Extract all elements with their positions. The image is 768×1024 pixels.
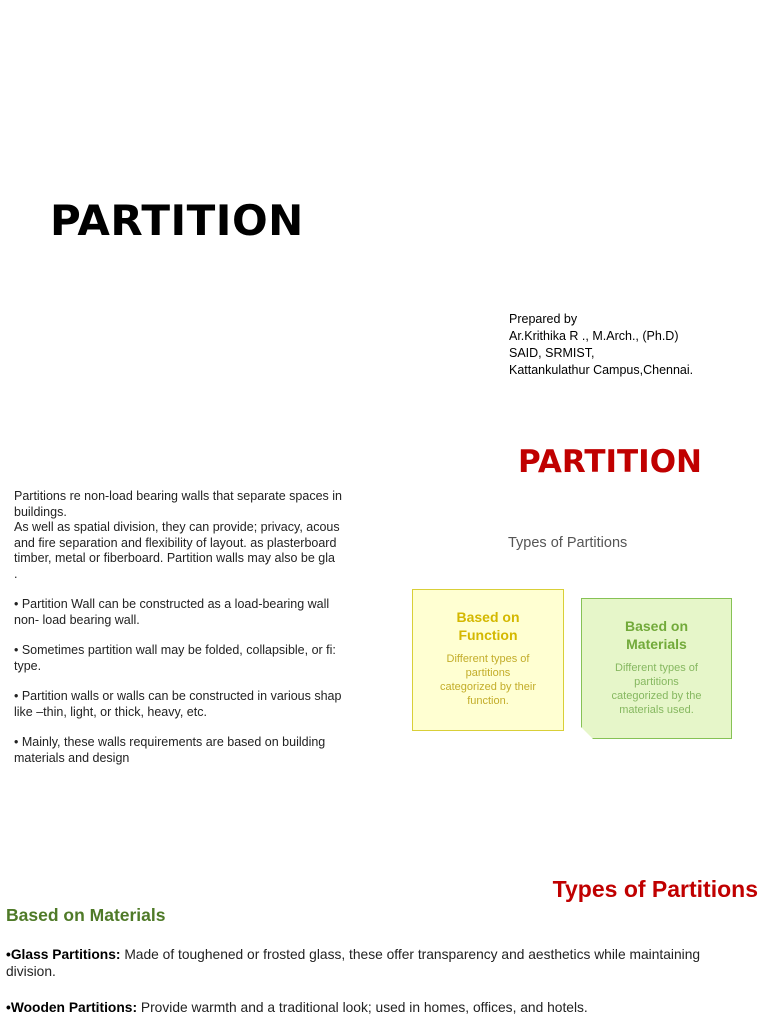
card-desc-line: function.: [467, 695, 509, 707]
credit-line: Ar.Krithika R ., M.Arch., (Ph.D): [509, 329, 679, 343]
intro-line: like –thin, light, or thick, heavy, etc.: [14, 704, 207, 719]
intro-line: buildings.: [14, 504, 67, 519]
intro-line: As well as spatial division, they can provide; privacy, acous: [14, 520, 340, 534]
intro-line: type.: [14, 658, 42, 673]
intro-line: non- load bearing wall.: [14, 612, 140, 627]
card-desc-line: materials used.: [619, 704, 694, 716]
card-description: [423, 652, 553, 708]
subsection-title: Based on Materials: [6, 905, 166, 925]
intro-line: and fire separation and flexibility of layout. as plasterboard: [14, 535, 337, 550]
card-title: [423, 608, 553, 644]
intro-line: .: [14, 566, 18, 581]
card-desc-line: Different types of: [446, 653, 530, 665]
intro-line: timber, metal or fiberboard. Partition walls may also be gla: [14, 551, 335, 565]
card-desc-line: partitions: [465, 667, 511, 679]
material-item-wood: [6, 999, 746, 1016]
card-desc-line: categorized by the: [611, 690, 702, 702]
card-title-line: Function: [458, 627, 518, 643]
intro-line: Partitions re non-load bearing walls that separate spaces in: [14, 489, 342, 503]
intro-line: [14, 674, 378, 689]
item-description: Provide warmth and a traditional look; used in homes, offices, and hotels.: [137, 1000, 588, 1015]
intro-text: [14, 489, 378, 766]
item-term: •Wooden Partitions:: [6, 1000, 138, 1015]
diagram-title: Types of Partitions: [508, 535, 628, 551]
item-description: Made of toughened or frosted glass, these offer transparency and aesthetics while maintaining division.: [6, 947, 701, 979]
item-term: •Glass Partitions:: [6, 947, 121, 962]
credit-line: SAID, SRMIST,: [509, 346, 595, 360]
slide-title: PARTITION: [518, 444, 703, 480]
material-item-glass: [6, 946, 746, 980]
intro-line: [14, 582, 378, 597]
intro-line: • Sometimes partition wall may be folded, collapsible, or fi:: [14, 643, 336, 657]
intro-line: materials and design: [14, 750, 130, 765]
credit-line: Prepared by: [509, 312, 578, 326]
section-title: Types of Partitions: [552, 876, 758, 902]
cover-title: PARTITION: [50, 196, 304, 245]
card-desc-line: partitions: [634, 676, 679, 688]
function-card: [412, 589, 564, 731]
intro-line: • Partition walls or walls can be constructed in various shap: [14, 689, 342, 703]
card-description: [592, 661, 721, 717]
credit-line: Kattankulathur Campus,Chennai.: [509, 363, 694, 377]
card-title: [592, 617, 721, 653]
author-credits: [509, 311, 693, 379]
card-title-line: Materials: [626, 636, 687, 652]
intro-line: [14, 720, 378, 735]
card-desc-line: categorized by their: [440, 681, 536, 693]
materials-card: [581, 598, 732, 739]
intro-line: [14, 628, 378, 643]
intro-line: • Partition Wall can be constructed as a load-bearing wall: [14, 597, 330, 611]
card-title-line: Based on: [624, 618, 688, 634]
page-fold-icon: [580, 726, 594, 740]
card-desc-line: Different types of: [615, 662, 698, 674]
card-title-line: Based on: [456, 609, 520, 625]
intro-line: • Mainly, these walls requirements are based on building: [14, 735, 326, 749]
